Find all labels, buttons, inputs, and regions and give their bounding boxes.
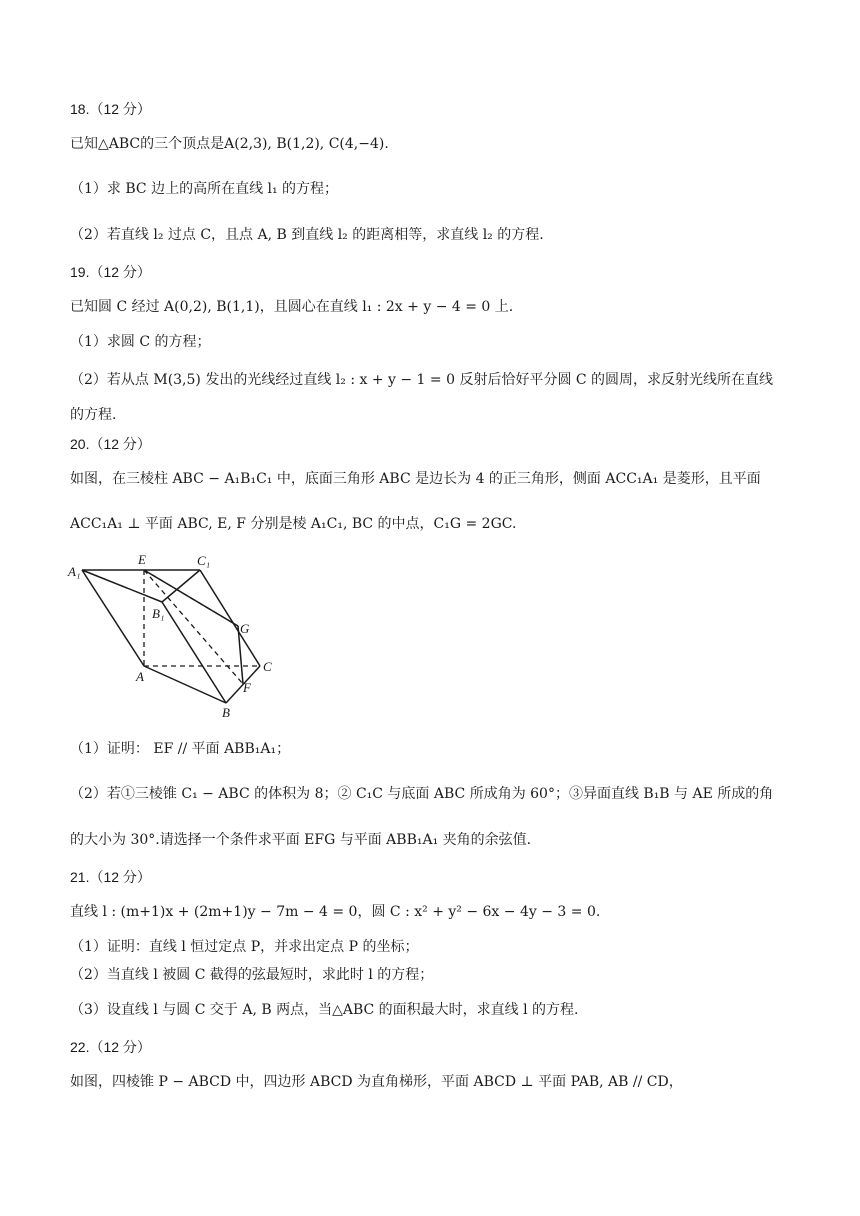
q21-stem: 直线 l : (m+1)x + (2m+1)y − 7m − 4 = 0，圆 C : x² + y² − 6x − 4y − 3 = 0. (70, 904, 601, 920)
q20-part2-line1: （2）若①三棱锥 C₁ − ABC 的体积为 8；② C₁C 与底面 ABC 所成角为 60°；③异面直线 B₁B 与 AE 所成的角 (70, 786, 774, 802)
label-a1: A₁ (68, 564, 81, 579)
q21-part3: （3）设直线 l 与圆 C 交于 A, B 两点，当△ABC 的面积最大时，求直线 l 的方程. (70, 1002, 579, 1018)
q19-part2-line2: 的方程. (70, 407, 117, 423)
q20-stem-line1: 如图，在三棱柱 ABC − A₁B₁C₁ 中，底面三角形 ABC 是边长为 4 的正三角形，侧面 ACC₁A₁ 是菱形，且平面 (70, 471, 761, 487)
label-a: A (136, 669, 144, 684)
label-g: G (240, 621, 250, 636)
q19-header: 19.（12 分） (70, 264, 151, 280)
q20-part1: （1）证明： EF // 平面 ABB₁A₁； (70, 741, 291, 757)
q18-header: 18.（12 分） (70, 101, 151, 117)
label-b1: B₁ (152, 606, 165, 621)
label-f: F (243, 680, 251, 695)
label-e: E (138, 552, 146, 567)
q22-stem: 如图，四棱锥 P − ABCD 中，四边形 ABCD 为直角梯形，平面 ABCD ⊥ 平面 PAB, AB // CD， (70, 1074, 683, 1090)
q19-part1: （1）求圆 C 的方程； (70, 334, 211, 350)
q20-header: 20.（12 分） (70, 436, 151, 452)
prism-figure (60, 548, 290, 720)
q20-part2-line2: 的大小为 30°.请选择一个条件求平面 EFG 与平面 ABB₁A₁ 夹角的余弦值. (70, 832, 532, 848)
q21-header: 21.（12 分） (70, 869, 151, 885)
label-b: B (222, 705, 230, 720)
q18-part1: （1）求 BC 边上的高所在直线 l₁ 的方程； (70, 181, 339, 197)
q18-part2: （2）若直线 l₂ 过点 C，且点 A, B 到直线 l₂ 的距离相等，求直线 l₂ 的方程. (70, 227, 544, 243)
q22-header: 22.（12 分） (70, 1039, 151, 1055)
q21-part2: （2）当直线 l 被圆 C 截得的弦最短时，求此时 l 的方程； (70, 967, 434, 983)
label-c: C (263, 659, 272, 674)
q18-stem: 已知△ABC的三个顶点是A(2,3), B(1,2), C(4,−4). (70, 136, 389, 152)
q20-stem-line2: ACC₁A₁ ⊥ 平面 ABC, E, F 分别是棱 A₁C₁, BC 的中点，C₁G = 2GC. (70, 516, 517, 532)
q21-part1: （1）证明：直线 l 恒过定点 P，并求出定点 P 的坐标； (70, 939, 419, 955)
q19-part2-line1: （2）若从点 M(3,5) 发出的光线经过直线 l₂ : x + y − 1 = 0 反射后恰好平分圆 C 的圆周，求反射光线所在直线 (70, 372, 774, 388)
q19-stem: 已知圆 C 经过 A(0,2), B(1,1)，且圆心在直线 l₁ : 2x + y − 4 = 0 上. (70, 299, 514, 315)
label-c1: C₁ (197, 553, 211, 568)
